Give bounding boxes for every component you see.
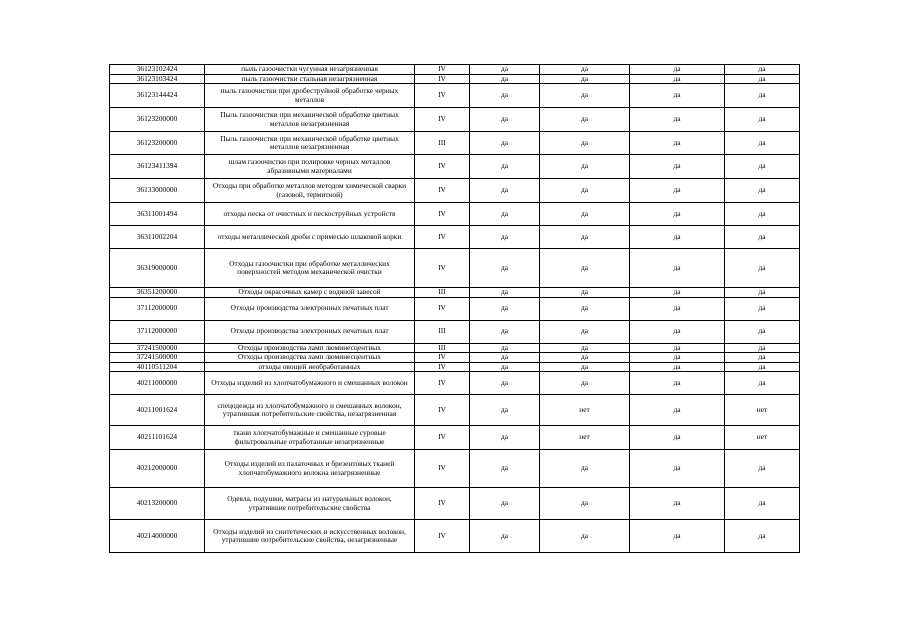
waste-code-cell: 36123200000 bbox=[110, 108, 205, 132]
waste-code-cell: 36123103424 bbox=[110, 74, 205, 84]
waste-name-cell: Отходы изделий из палаточных и брезентовых тканей хлопчатобумажного волокна незагрязненные bbox=[205, 450, 415, 488]
flag-cell-1: да bbox=[470, 372, 540, 395]
flag-cell-2: да bbox=[540, 84, 630, 108]
flag-cell-4: да bbox=[725, 226, 800, 249]
flag-cell-3: да bbox=[630, 288, 725, 298]
flag-cell-3: да bbox=[630, 74, 725, 84]
waste-code-cell: 36123200000 bbox=[110, 132, 205, 155]
flag-cell-4: да bbox=[725, 65, 800, 75]
flag-cell-3: да bbox=[630, 108, 725, 132]
flag-cell-2: да bbox=[540, 320, 630, 343]
flag-cell-4: да bbox=[725, 297, 800, 320]
flag-cell-2: да bbox=[540, 132, 630, 155]
flag-cell-1: да bbox=[470, 520, 540, 553]
hazard-class-cell: IV bbox=[415, 108, 470, 132]
waste-code-cell: 36319000000 bbox=[110, 249, 205, 288]
waste-code-cell: 40211000000 bbox=[110, 372, 205, 395]
flag-cell-1: да bbox=[470, 488, 540, 520]
waste-name-cell: Пыль газоочистки при механической обработке цветных металлов незагрязненная bbox=[205, 108, 415, 132]
table-row bbox=[110, 74, 800, 84]
flag-cell-1: да bbox=[470, 249, 540, 288]
hazard-class-cell: IV bbox=[415, 488, 470, 520]
flag-cell-1: да bbox=[470, 132, 540, 155]
table-body bbox=[110, 65, 800, 553]
hazard-class-cell: IV bbox=[415, 450, 470, 488]
flag-cell-2: да bbox=[540, 343, 630, 353]
table-row bbox=[110, 288, 800, 298]
flag-cell-2: да bbox=[540, 450, 630, 488]
flag-cell-3: да bbox=[630, 249, 725, 288]
flag-cell-3: да bbox=[630, 343, 725, 353]
table-row bbox=[110, 84, 800, 108]
table-row bbox=[110, 372, 800, 395]
table-row bbox=[110, 395, 800, 426]
flag-cell-4: да bbox=[725, 155, 800, 179]
flag-cell-2: да bbox=[540, 353, 630, 363]
waste-name-cell: шлам газоочистки при полировке черных металлов абразивными материалами bbox=[205, 155, 415, 179]
waste-name-cell: Отходы производства электронных печатных плат bbox=[205, 297, 415, 320]
flag-cell-3: да bbox=[630, 203, 725, 226]
waste-name-cell: отходы песка от очистных и пескоструйных устройств bbox=[205, 203, 415, 226]
waste-code-cell: 40211001624 bbox=[110, 395, 205, 426]
flag-cell-4: да bbox=[725, 372, 800, 395]
flag-cell-3: да bbox=[630, 155, 725, 179]
flag-cell-1: да bbox=[470, 74, 540, 84]
hazard-class-cell: IV bbox=[415, 65, 470, 75]
flag-cell-4: да bbox=[725, 288, 800, 298]
table-row bbox=[110, 520, 800, 553]
flag-cell-1: да bbox=[470, 179, 540, 203]
waste-code-cell: 40213200000 bbox=[110, 488, 205, 520]
waste-code-cell: 36133000000 bbox=[110, 179, 205, 203]
hazard-class-cell: IV bbox=[415, 372, 470, 395]
waste-classification-table bbox=[109, 64, 800, 553]
hazard-class-cell: IV bbox=[415, 84, 470, 108]
waste-name-cell: Пыль газоочистки при механической обработке цветных металлов незагрязненная bbox=[205, 132, 415, 155]
flag-cell-3: да bbox=[630, 226, 725, 249]
flag-cell-4: да bbox=[725, 203, 800, 226]
flag-cell-3: да bbox=[630, 353, 725, 363]
flag-cell-4: да bbox=[725, 132, 800, 155]
waste-name-cell: Отходы газоочистки при обработке металлических поверхностей методом механической очистки bbox=[205, 249, 415, 288]
table-row bbox=[110, 488, 800, 520]
flag-cell-3: да bbox=[630, 450, 725, 488]
table-row bbox=[110, 108, 800, 132]
flag-cell-3: да bbox=[630, 426, 725, 450]
flag-cell-1: да bbox=[470, 362, 540, 372]
table-row bbox=[110, 343, 800, 353]
table-row bbox=[110, 65, 800, 75]
waste-name-cell: пыль газоочистки при дробеструйной обработке черных металлов bbox=[205, 84, 415, 108]
flag-cell-2: да bbox=[540, 488, 630, 520]
flag-cell-4: да bbox=[725, 108, 800, 132]
flag-cell-1: да bbox=[470, 450, 540, 488]
flag-cell-2: да bbox=[540, 65, 630, 75]
table-row bbox=[110, 155, 800, 179]
waste-name-cell: пыль газоочистки чугунная незагрязненная bbox=[205, 65, 415, 75]
table-row bbox=[110, 320, 800, 343]
waste-name-cell: Отходы производства ламп люминесцентных bbox=[205, 353, 415, 363]
hazard-class-cell: IV bbox=[415, 249, 470, 288]
flag-cell-3: да bbox=[630, 395, 725, 426]
hazard-class-cell: III bbox=[415, 132, 470, 155]
table-row bbox=[110, 179, 800, 203]
flag-cell-2: да bbox=[540, 74, 630, 84]
table-row bbox=[110, 297, 800, 320]
waste-name-cell: Отходы производства ламп люминесцентных bbox=[205, 343, 415, 353]
flag-cell-1: да bbox=[470, 288, 540, 298]
flag-cell-1: да bbox=[470, 203, 540, 226]
waste-code-cell: 40212000000 bbox=[110, 450, 205, 488]
waste-name-cell: Отходы изделий из хлопчатобумажного и смешанных волокон bbox=[205, 372, 415, 395]
flag-cell-2: да bbox=[540, 297, 630, 320]
waste-code-cell: 37112000000 bbox=[110, 320, 205, 343]
flag-cell-4: да bbox=[725, 74, 800, 84]
waste-code-cell: 36351200000 bbox=[110, 288, 205, 298]
waste-name-cell: Отходы изделий из синтетических и искусственных волокон, утратившие потребительские свойства, незагрязненные bbox=[205, 520, 415, 553]
flag-cell-3: да bbox=[630, 179, 725, 203]
table-row bbox=[110, 203, 800, 226]
hazard-class-cell: IV bbox=[415, 426, 470, 450]
waste-name-cell: спецодежда из хлопчатобумажного и смешанных волокон, утратившая потребительские свойства, незагрязненная bbox=[205, 395, 415, 426]
waste-name-cell: Отходы окрасочных камер с водяной завесой bbox=[205, 288, 415, 298]
flag-cell-4: да bbox=[725, 320, 800, 343]
waste-code-cell: 40214000000 bbox=[110, 520, 205, 553]
flag-cell-2: да bbox=[540, 520, 630, 553]
hazard-class-cell: III bbox=[415, 343, 470, 353]
waste-code-cell: 40211101624 bbox=[110, 426, 205, 450]
flag-cell-4: да bbox=[725, 343, 800, 353]
flag-cell-3: да bbox=[630, 65, 725, 75]
flag-cell-1: да bbox=[470, 155, 540, 179]
flag-cell-1: да bbox=[470, 108, 540, 132]
hazard-class-cell: IV bbox=[415, 179, 470, 203]
flag-cell-2: да bbox=[540, 249, 630, 288]
table-row bbox=[110, 450, 800, 488]
table-row bbox=[110, 426, 800, 450]
flag-cell-1: да bbox=[470, 65, 540, 75]
flag-cell-1: да bbox=[470, 297, 540, 320]
flag-cell-3: да bbox=[630, 362, 725, 372]
waste-code-cell: 37112000000 bbox=[110, 297, 205, 320]
flag-cell-3: да bbox=[630, 132, 725, 155]
flag-cell-1: да bbox=[470, 226, 540, 249]
waste-name-cell: Отходы при обработке металлов методом химической сварки (газовой, термитной) bbox=[205, 179, 415, 203]
flag-cell-2: да bbox=[540, 108, 630, 132]
flag-cell-3: да bbox=[630, 84, 725, 108]
hazard-class-cell: IV bbox=[415, 520, 470, 553]
flag-cell-4: да bbox=[725, 249, 800, 288]
hazard-class-cell: III bbox=[415, 320, 470, 343]
waste-code-cell: 37241500000 bbox=[110, 353, 205, 363]
table-row bbox=[110, 362, 800, 372]
waste-name-cell: Одеяла, подушки, матрасы из натуральных волокон, утратившие потребительские свойства bbox=[205, 488, 415, 520]
flag-cell-1: да bbox=[470, 426, 540, 450]
hazard-class-cell: IV bbox=[415, 362, 470, 372]
waste-name-cell: Отходы производства электронных печатных плат bbox=[205, 320, 415, 343]
flag-cell-2: нет bbox=[540, 395, 630, 426]
flag-cell-4: да bbox=[725, 179, 800, 203]
waste-code-cell: 37241500000 bbox=[110, 343, 205, 353]
waste-code-cell: 36311002204 bbox=[110, 226, 205, 249]
table-row bbox=[110, 226, 800, 249]
flag-cell-2: да bbox=[540, 203, 630, 226]
waste-code-cell: 36123411394 bbox=[110, 155, 205, 179]
flag-cell-3: да bbox=[630, 372, 725, 395]
flag-cell-2: да bbox=[540, 226, 630, 249]
hazard-class-cell: IV bbox=[415, 226, 470, 249]
flag-cell-1: да bbox=[470, 320, 540, 343]
table-row bbox=[110, 132, 800, 155]
waste-name-cell: ткани хлопчатобумажные и смешанные суровые фильтровальные отработанные незагрязненные bbox=[205, 426, 415, 450]
flag-cell-1: да bbox=[470, 343, 540, 353]
flag-cell-1: да bbox=[470, 353, 540, 363]
table-row bbox=[110, 249, 800, 288]
table-row bbox=[110, 353, 800, 363]
flag-cell-4: да bbox=[725, 362, 800, 372]
flag-cell-3: да bbox=[630, 488, 725, 520]
waste-code-cell: 36123144424 bbox=[110, 84, 205, 108]
flag-cell-4: да bbox=[725, 84, 800, 108]
hazard-class-cell: IV bbox=[415, 203, 470, 226]
flag-cell-4: да bbox=[725, 353, 800, 363]
flag-cell-2: да bbox=[540, 179, 630, 203]
hazard-class-cell: IV bbox=[415, 353, 470, 363]
flag-cell-4: да bbox=[725, 450, 800, 488]
flag-cell-2: да bbox=[540, 362, 630, 372]
flag-cell-3: да bbox=[630, 297, 725, 320]
flag-cell-1: да bbox=[470, 395, 540, 426]
hazard-class-cell: IV bbox=[415, 395, 470, 426]
flag-cell-4: да bbox=[725, 488, 800, 520]
waste-code-cell: 40110511204 bbox=[110, 362, 205, 372]
waste-name-cell: отходы металлической дроби с примесью шлаковой корки bbox=[205, 226, 415, 249]
waste-name-cell: отходы овощей необработанных bbox=[205, 362, 415, 372]
hazard-class-cell: IV bbox=[415, 74, 470, 84]
waste-name-cell: пыль газоочистки стальная незагрязненная bbox=[205, 74, 415, 84]
flag-cell-4: нет bbox=[725, 426, 800, 450]
waste-code-cell: 36311001494 bbox=[110, 203, 205, 226]
hazard-class-cell: IV bbox=[415, 155, 470, 179]
flag-cell-2: да bbox=[540, 372, 630, 395]
flag-cell-3: да bbox=[630, 520, 725, 553]
flag-cell-2: да bbox=[540, 155, 630, 179]
flag-cell-3: да bbox=[630, 320, 725, 343]
flag-cell-1: да bbox=[470, 84, 540, 108]
waste-code-cell: 36123102424 bbox=[110, 65, 205, 75]
flag-cell-4: нет bbox=[725, 395, 800, 426]
flag-cell-2: нет bbox=[540, 426, 630, 450]
hazard-class-cell: IV bbox=[415, 297, 470, 320]
flag-cell-2: да bbox=[540, 288, 630, 298]
hazard-class-cell: III bbox=[415, 288, 470, 298]
flag-cell-4: да bbox=[725, 520, 800, 553]
